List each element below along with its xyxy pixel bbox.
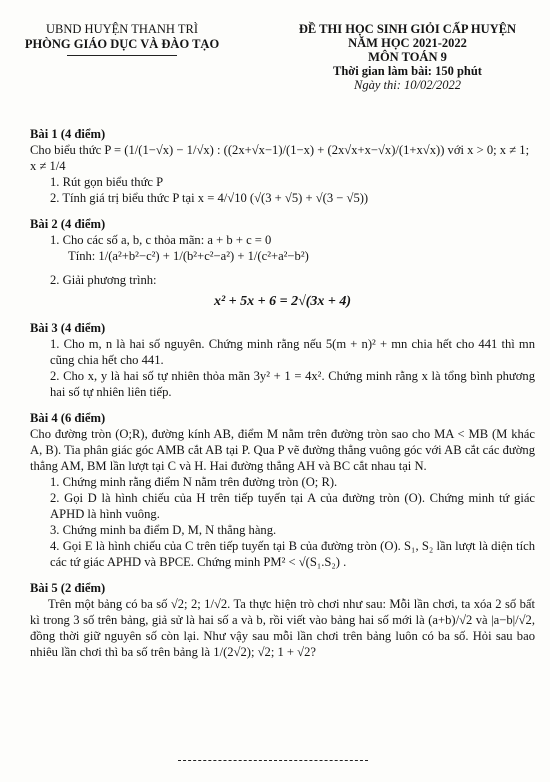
duration: Thời gian làm bài: 150 phút — [333, 64, 482, 78]
bai1-intro: Cho biểu thức P = (1/(1−√x) − 1/√x) : ((2x+√x−1)/(1−x) + (2x√x+x−√x)/(1+x√x)) với x > 0; x ≠ 1; x ≠ 1/4 — [30, 143, 530, 173]
header-left — [22, 22, 222, 56]
bai1-title: Bài 1 (4 điểm) — [30, 127, 106, 141]
bai1-q2: 2. Tính giá trị biểu thức P tại x = 4/√10 (√(3 + √5) + √(3 − √5)) — [50, 191, 369, 205]
bai5-text: Trên một bảng có ba số √2; 2; 1/√2. Ta thực hiện trò chơi như sau: Mỗi lần chơi, ta xóa 2 số bất kì trong 3 số trên bảng, giả sử là hai số a và b, rồi viết vào bảng hai số mới là (a+b)/√2 và |a−b|/√2, đồng thời giữ nguyên số còn lại. Như vậy sau mỗi lần chơi trên bảng luôn có ba số. Hỏi sau bao nhiêu lần chơi thì ba số trên bảng là 1/(2√2); √2; 1 + √2? — [30, 597, 535, 659]
end-divider — [178, 760, 368, 761]
bai4-intro: Cho đường tròn (O;R), đường kính AB, điểm M nằm trên đường tròn sao cho MA < MB (M khác A, B). Tia phân giác góc AMB cắt AB tại P. Qua P vẽ đường thẳng vuông góc với AB cắt các đường thẳng AM, BM lần lượt tại C và H. Hai đường thẳng AH và BC cắt nhau tại N. — [30, 427, 535, 473]
bai3-q2: 2. Cho x, y là hai số tự nhiên thỏa mãn 3y² + 1 = 4x². Chứng minh rằng x là tổng bình phương hai số tự nhiên liên tiếp. — [50, 369, 535, 399]
exam-date: Ngày thi: 10/02/2022 — [354, 78, 461, 92]
bai2-q1-calc: Tính: 1/(a²+b²−c²) + 1/(b²+c²−a²) + 1/(c²+a²−b²) — [68, 249, 309, 263]
subject: MÔN TOÁN 9 — [368, 50, 447, 64]
bai4-q1: 1. Chứng minh rằng điểm N nằm trên đường tròn (O; R). — [50, 475, 338, 489]
bai2-q2: 2. Giải phương trình: — [50, 273, 157, 287]
school-year: NĂM HỌC 2021-2022 — [348, 36, 467, 50]
bai4-q2: 2. Gọi D là hình chiếu của H trên tiếp tuyến tại A của đường tròn (O). Chứng minh tứ giác APHD là hình vuông. — [50, 491, 535, 521]
bai3-title: Bài 3 (4 điểm) — [30, 321, 106, 335]
exam-title: ĐỀ THI HỌC SINH GIỎI CẤP HUYỆN — [298, 22, 517, 36]
header-right — [275, 22, 540, 92]
bai5-title: Bài 5 (2 điểm) — [30, 581, 106, 595]
exam-body — [30, 126, 535, 660]
district-name: UBND HUYỆN THANH TRÌ — [46, 22, 198, 36]
department-name: PHÒNG GIÁO DỤC VÀ ĐÀO TẠO — [24, 37, 220, 51]
bai1-q1: 1. Rút gọn biểu thức P — [50, 175, 164, 189]
bai4-q4: 4. Gọi E là hình chiếu của C trên tiếp tuyến tại B của đường tròn (O). S₁, S₂ lần lượt là diện tích các tứ giác APHD và BPCE. Chứng minh PM² < √(S₁.S₂) . — [50, 539, 535, 569]
bai3-q1: 1. Cho m, n là hai số nguyên. Chứng minh rằng nếu 5(m + n)² + mn chia hết cho 441 thì mn cũng chia hết cho 441. — [50, 337, 535, 367]
bai2-equation: x² + 5x + 6 = 2√(3x + 4) — [213, 294, 352, 309]
header-rule — [67, 55, 177, 56]
bai4-q3: 3. Chứng minh ba điểm D, M, N thẳng hàng. — [50, 523, 277, 537]
bai2-title: Bài 2 (4 điểm) — [30, 217, 106, 231]
bai4-title: Bài 4 (6 điểm) — [30, 411, 106, 425]
bai2-q1: 1. Cho các số a, b, c thỏa mãn: a + b + c = 0 — [50, 233, 272, 247]
